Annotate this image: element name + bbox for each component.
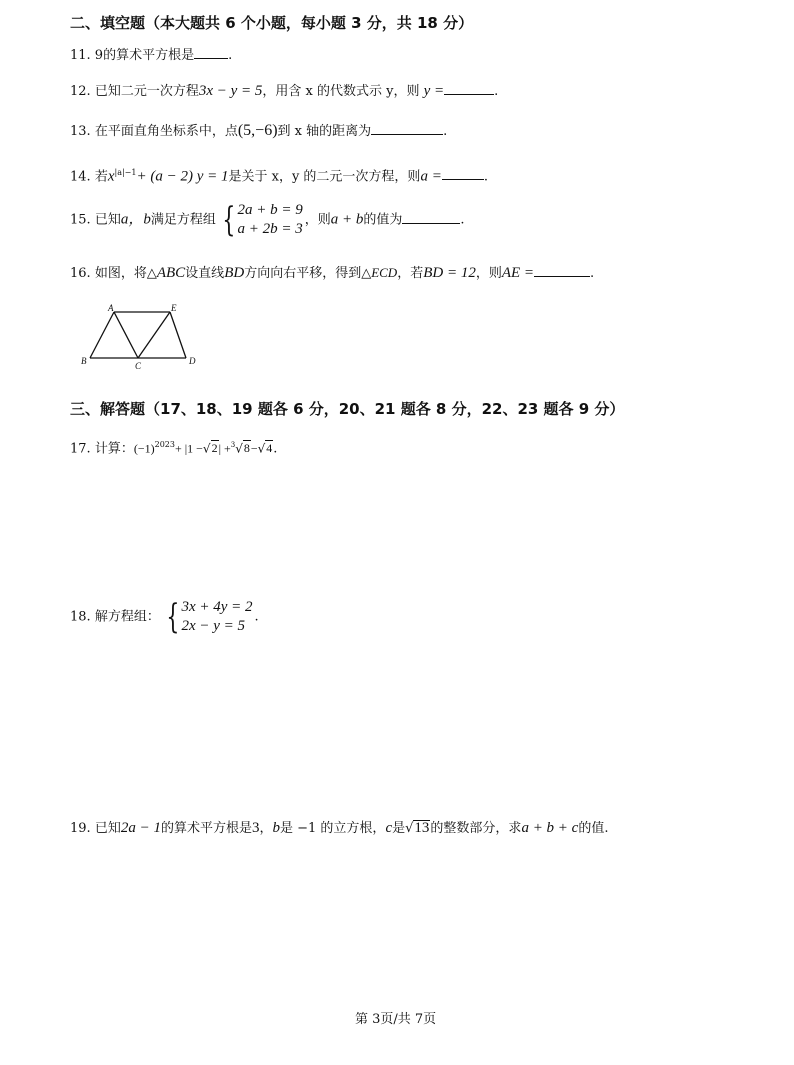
- question-14: 14. 若$x^{|a|-1}+ (a - 2) y = 1$是关于 x，y 的二元一次方程，则a = .: [70, 168, 488, 185]
- sqrt-icon: √: [202, 441, 211, 456]
- question-12: 12. 已知二元一次方程3x − y = 5，用含 x 的代数式示 y，则 y = .: [70, 83, 499, 99]
- left-brace-icon: {: [222, 200, 236, 240]
- section-2-heading: 二、填空题（本大题共 6 个小题，每小题 3 分，共 18 分）: [70, 14, 474, 32]
- translation-figure: [78, 302, 208, 370]
- q11-answer-blank[interactable]: [194, 46, 228, 59]
- question-15: 15. 已知a，b满足方程组 { 2a + b = 9 a + 2b = 3 ，则a + b的值为 .: [70, 200, 465, 240]
- cube-root-icon: √: [235, 441, 243, 456]
- q15-answer-blank[interactable]: [402, 211, 460, 224]
- label-b: B: [81, 356, 87, 366]
- q15-equation-system: { 2a + b = 9 a + 2b = 3: [222, 200, 303, 240]
- page-number: 第 3页/共 7页: [355, 1012, 437, 1027]
- segment-ed: [170, 312, 186, 358]
- sqrt-icon: √: [405, 821, 414, 836]
- q12-answer-blank[interactable]: [444, 82, 494, 95]
- sqrt-icon: √: [257, 441, 266, 456]
- question-16: 16. 如图，将△ABC设直线BD方向向右平移，得到△ECD，若BD = 12，则AE = .: [70, 265, 595, 281]
- label-d: D: [189, 356, 196, 366]
- label-e: E: [171, 303, 177, 313]
- q18-equation-system: { 3x + 4y = 2 2x − y = 5: [166, 597, 253, 637]
- q14-equation: + (a − 2) y = 1: [136, 168, 229, 185]
- q11-text: 11. 9的算术平方根是: [70, 48, 195, 63]
- segment-ec: [138, 312, 170, 358]
- question-11: 11. 9的算术平方根是 .: [70, 48, 233, 63]
- label-a: A: [108, 303, 114, 313]
- left-brace-icon: {: [166, 597, 180, 637]
- question-19: 19. 已知2a − 1的算术平方根是3，b是 −1 的立方根，c是√13的整数部分，求a + b + c的值.: [70, 820, 609, 836]
- question-18: 18. 解方程组： { 3x + 4y = 2 2x − y = 5 .: [70, 597, 259, 637]
- q16-answer-blank[interactable]: [534, 264, 590, 277]
- q12-equation: 3x − y = 5: [198, 83, 263, 99]
- section-3-heading: 三、解答题（17、18、19 题各 6 分，20、21 题各 8 分，22、23 题各 9 分）: [70, 400, 625, 418]
- segment-ab: [90, 312, 114, 358]
- question-13: 13. 在平面直角坐标系中，点(5,−6)到 x 轴的距离为 .: [70, 122, 448, 139]
- label-c: C: [135, 361, 142, 370]
- q14-answer-blank[interactable]: [442, 167, 484, 180]
- q14-exponent: |a|−1: [114, 168, 137, 177]
- q13-answer-blank[interactable]: [371, 122, 443, 135]
- q13-point: (5,−6): [237, 122, 278, 139]
- segment-ac: [114, 312, 138, 358]
- question-17: 17. 计算：$(-1)^{2023}+ |1 -√2| +^3√8-√4$.: [70, 440, 278, 457]
